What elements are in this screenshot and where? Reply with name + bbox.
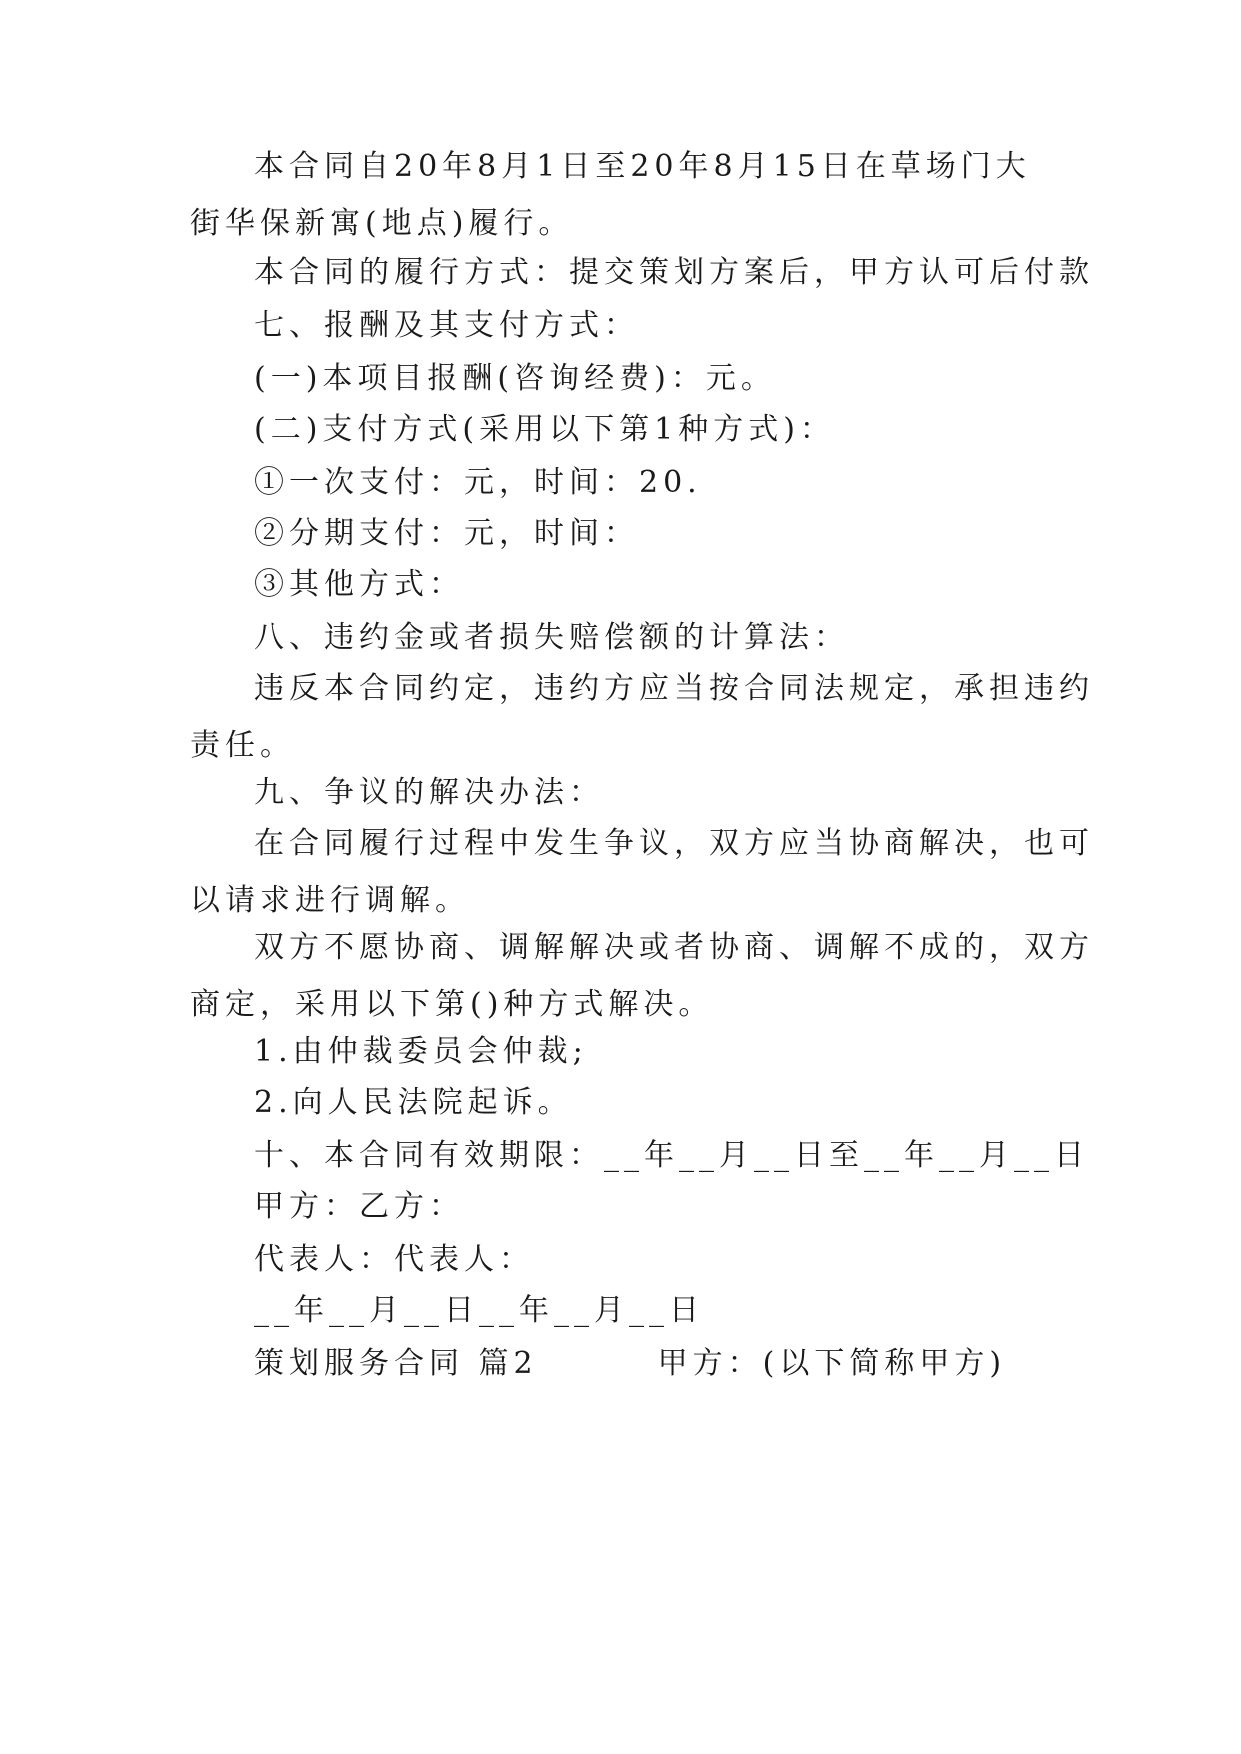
heading-section-7 [190, 297, 1050, 354]
text-line: (二)支付方式(采用以下第1种方式)： [254, 412, 835, 447]
signature-parties [190, 1178, 1050, 1235]
text-line: 本合同自20年8月1日至20年8月15日在草场门大 [254, 149, 1031, 184]
text-line: 八、违约金或者损失赔偿额的计算法： [254, 620, 849, 655]
text-line: __年__月__日__年__月__日 [254, 1293, 704, 1328]
text-line: 十、本合同有效期限：__年__月__日至__年__月__日 [254, 1138, 1089, 1173]
text-line [190, 1335, 1050, 1392]
paragraph-performance-period [190, 138, 1050, 252]
next-contract-heading [190, 1335, 1050, 1392]
text-line: ②分期支付：元，时间： [254, 516, 639, 551]
paragraph-remuneration [190, 350, 1050, 407]
text-line: 商定，采用以下第()种方式解决。 [190, 987, 714, 1022]
text-line: 双方不愿协商、调解解决或者协商、调解不成的，双方 [254, 930, 1094, 965]
paragraph-breach [190, 660, 1094, 774]
text-line: 代表人：代表人： [254, 1242, 534, 1277]
paragraph-performance-method [190, 244, 1094, 301]
contract-section-title: 策划服务合同 篇2 [254, 1346, 538, 1381]
paragraph-payment-method [190, 401, 1050, 458]
heading-section-10 [190, 1127, 1089, 1184]
party-a-intro: 甲方：(以下简称甲方) [657, 1346, 1007, 1381]
text-line: 1.由仲裁委员会仲裁; [254, 1034, 588, 1069]
text-line: 本合同的履行方式：提交策划方案后，甲方认可后付款 [254, 255, 1094, 290]
text-line: 责任。 [190, 728, 295, 763]
text-line: ③其他方式： [254, 567, 464, 602]
text-line: (一)本项目报酬(咨询经费)：元。 [254, 361, 776, 396]
paragraph-installments [190, 505, 1050, 562]
text-line: 违反本合同约定，违约方应当按合同法规定，承担违约 [254, 671, 1094, 706]
text-line: 2.向人民法院起诉。 [254, 1085, 573, 1120]
signature-dates [190, 1282, 1050, 1339]
text-line: 九、争议的解决办法： [254, 775, 604, 810]
paragraph-arbitration-choice [190, 919, 1094, 1033]
signature-representatives [190, 1231, 1050, 1288]
heading-section-8 [190, 609, 1050, 666]
text-line: 以请求进行调解。 [190, 883, 470, 918]
paragraph-option-1 [190, 1023, 1050, 1080]
text-line: 街华保新寓(地点)履行。 [190, 206, 574, 241]
paragraph-dispute [190, 815, 1094, 929]
text-line: ①一次支付：元，时间：20. [254, 465, 702, 500]
text-line: 在合同履行过程中发生争议，双方应当协商解决，也可 [254, 826, 1094, 861]
paragraph-lump-sum [190, 454, 1050, 511]
text-line: 七、报酬及其支付方式： [254, 308, 639, 343]
text-line: 甲方：乙方： [254, 1189, 464, 1224]
heading-section-9 [190, 764, 1050, 821]
paragraph-other-method [190, 556, 1050, 613]
paragraph-option-2 [190, 1074, 1050, 1131]
